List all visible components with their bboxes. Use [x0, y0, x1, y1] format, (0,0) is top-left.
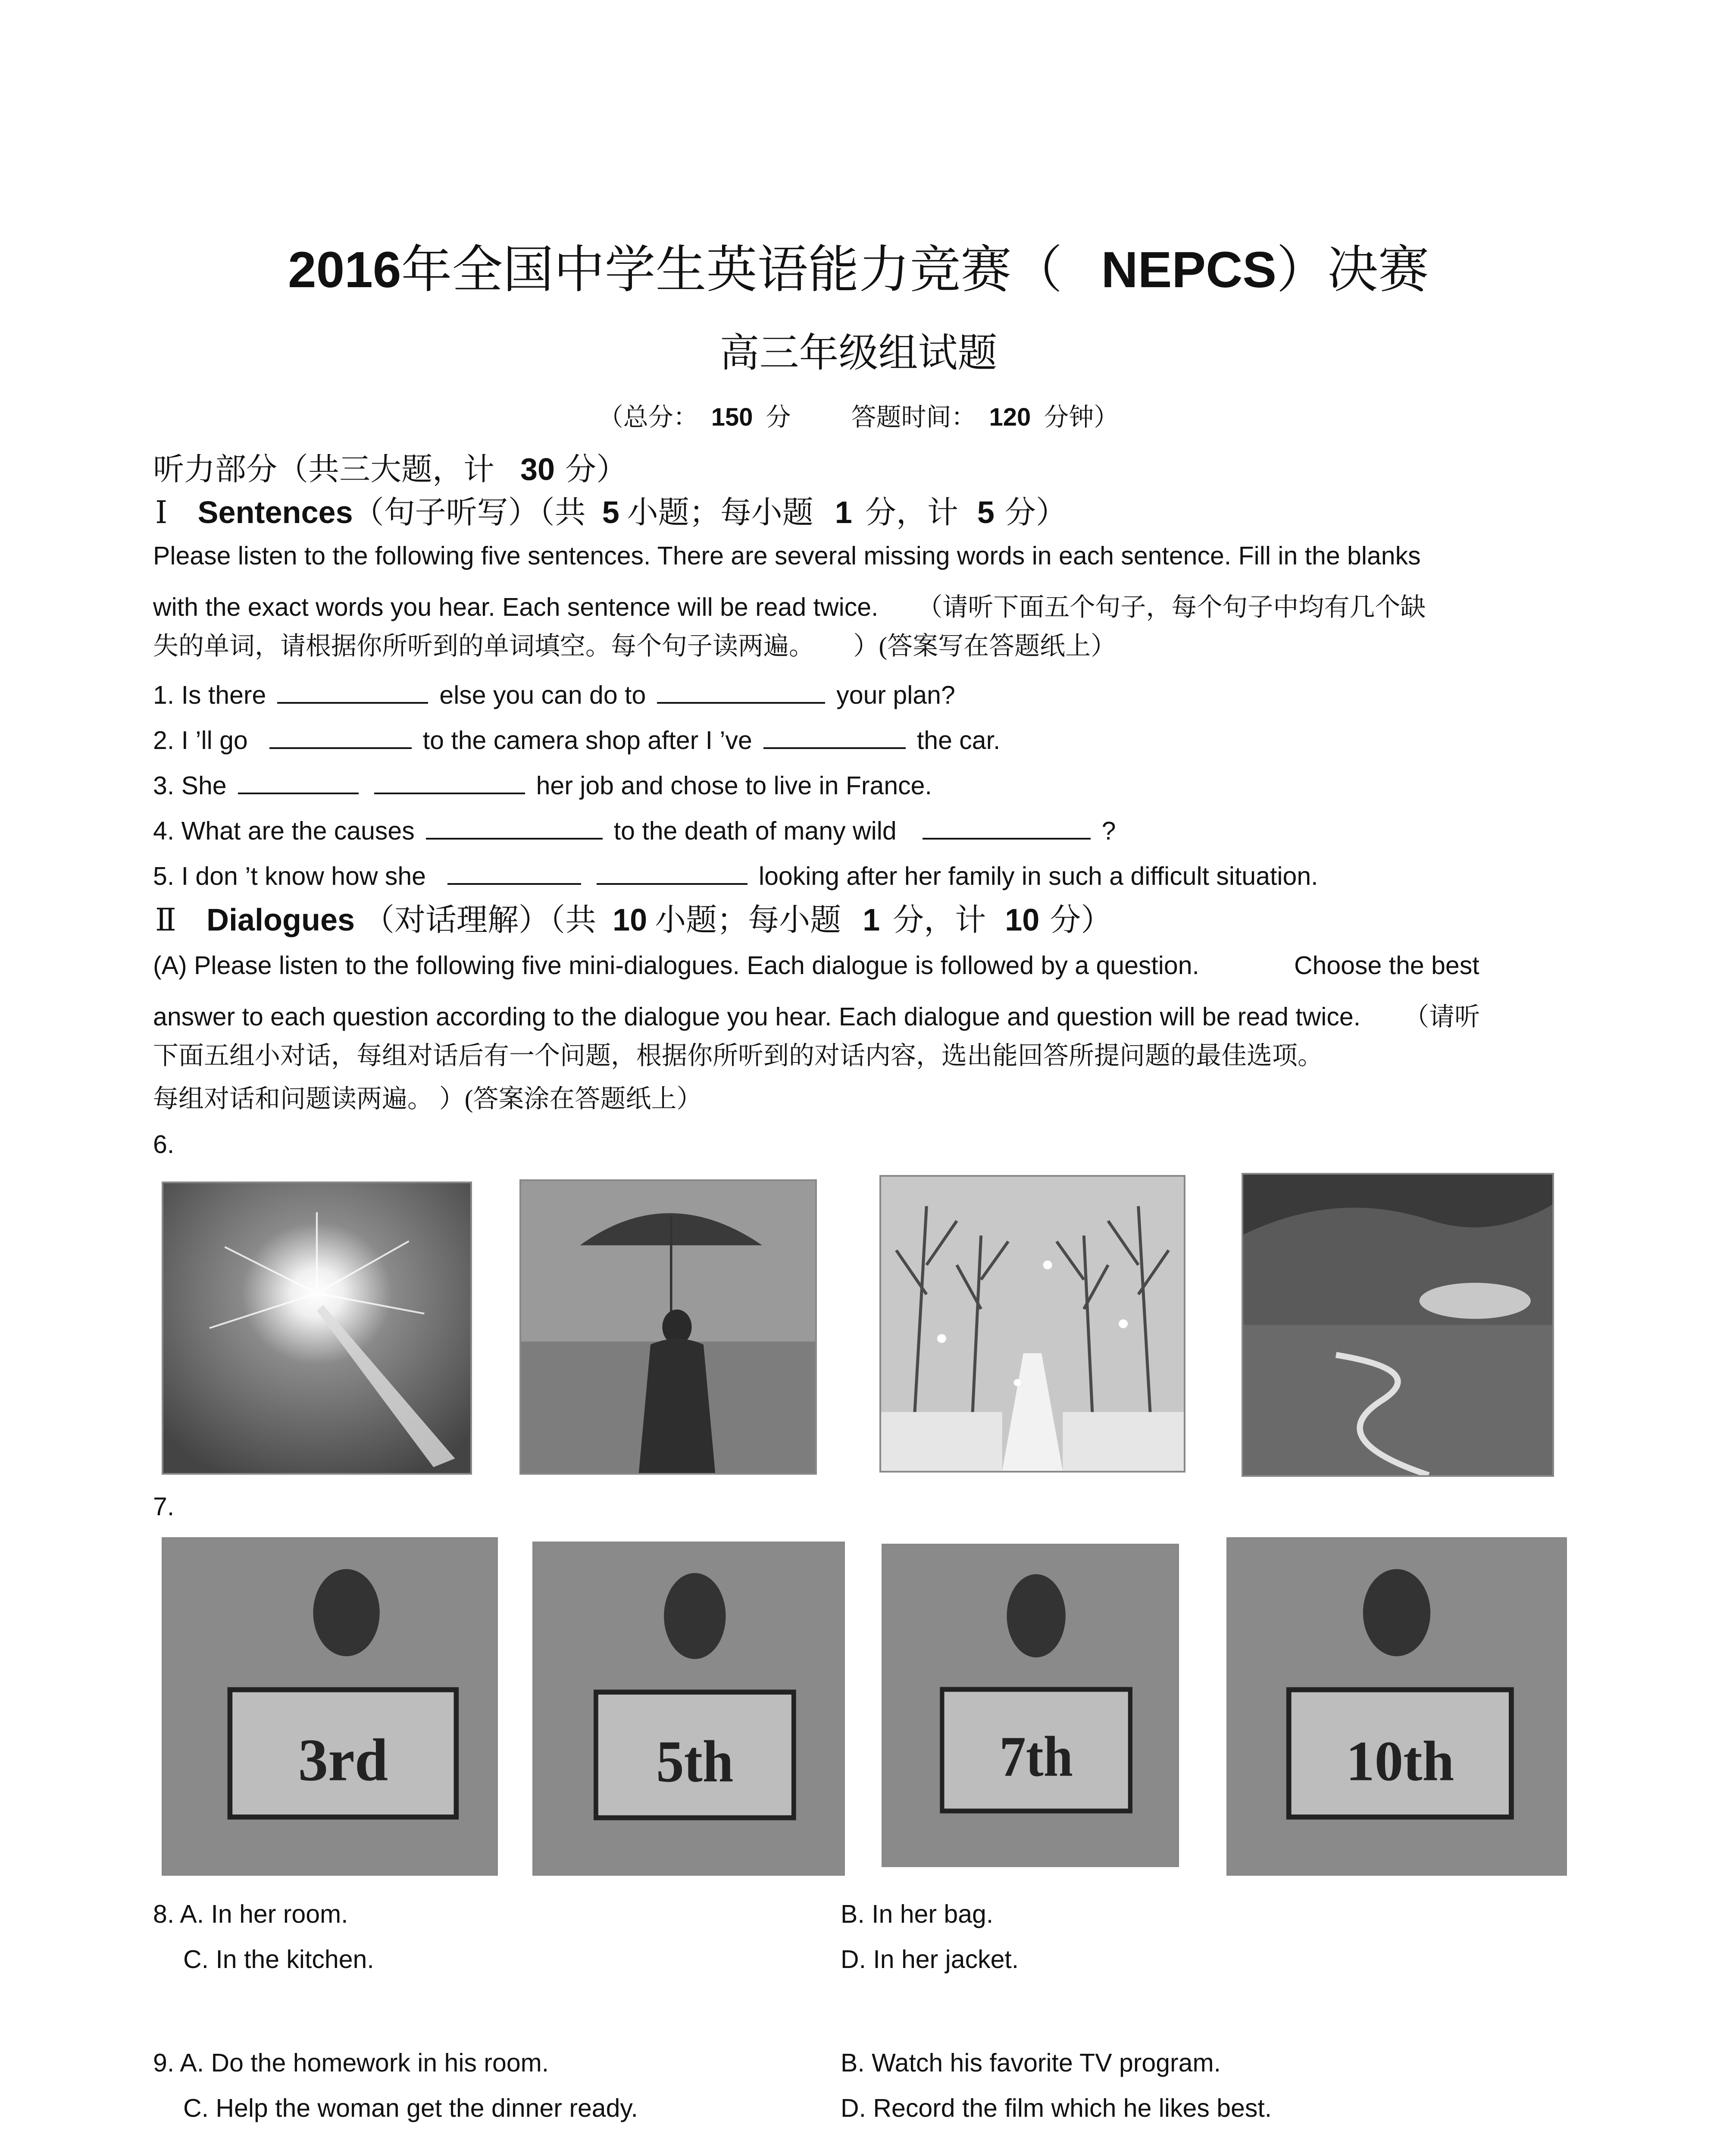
section-1-instructions-line2: with the exact words you hear. Each sentence will be read twice. （请听下面五个句子，每个句子中均有几个缺 [153, 593, 1426, 621]
page-subtitle: 高三年级组试题 [719, 331, 998, 375]
blank[interactable] [923, 813, 1091, 840]
section-1-heading: Ⅰ Sentences（句子听写）（共 5 小题；每小题 1 分，计 5 分） [155, 495, 1067, 530]
q6-option-sunny-image[interactable] [162, 1181, 472, 1475]
q7-option-5th-image[interactable] [532, 1542, 845, 1876]
q7-sign-label: 10th [1346, 1729, 1454, 1793]
section-2-instructions-line2: answer to each question according to the dialogue you hear. Each dialogue and question will be read twice. （请听 [153, 1003, 1480, 1031]
blank[interactable] [763, 722, 906, 749]
sentence-2: 2. I ’ll go to the camera shop after I ’ve the car. [153, 722, 1000, 755]
blank[interactable] [269, 722, 412, 749]
listening-heading: 听力部分（共三大题，计 30 分） [153, 452, 628, 487]
blank[interactable] [657, 677, 825, 704]
section-2-instructions-line3: 下面五组小对话，每组对话后有一个问题，根据你所听到的对话内容，选出能回答所提问题的最佳选项。 [153, 1041, 1323, 1070]
sentence-5: 5. I don ’t know how she looking after her family in such a difficult situation. [153, 858, 1318, 891]
exam-meta: （总分： 150 分 答题时间： 120 分钟） [598, 403, 1119, 431]
section-2-instructions-line4: 每组对话和问题读两遍。 ）(答案涂在答题纸上） [153, 1084, 702, 1113]
sentence-1: 1. Is there else you can do to your plan? [153, 677, 955, 710]
section-1-instructions-line1: Please listen to the following five sentences. There are several missing words in each sentence. Fill in the blanks [153, 542, 1421, 570]
blank[interactable] [447, 858, 581, 885]
q6-option-rainy-image[interactable] [519, 1179, 817, 1475]
blank[interactable] [238, 768, 359, 794]
section-2-heading: Ⅱ Dialogues （对话理解）（共 10 小题；每小题 1 分，计 10 分） [155, 903, 1112, 937]
q7-sign-label: 5th [656, 1728, 734, 1795]
q9-option-d[interactable]: D. Record the film which he likes best. [841, 2094, 1272, 2122]
q9-option-c[interactable]: C. Help the woman get the dinner ready. [183, 2094, 638, 2122]
question-6-label: 6. [153, 1130, 175, 1159]
blank[interactable] [277, 677, 428, 704]
q6-option-cloudy-image[interactable] [1242, 1173, 1554, 1477]
page-title: 2016年全国中学生英语能力竞赛（ NEPCS）决赛 [288, 241, 1429, 298]
q7-sign-label: 7th [999, 1724, 1073, 1789]
q8-option-c[interactable]: C. In the kitchen. [183, 1945, 374, 1974]
q6-option-snowy-image[interactable] [879, 1175, 1185, 1473]
q9-option-b[interactable]: B. Watch his favorite TV program. [841, 2049, 1221, 2077]
q7-option-3rd-image[interactable] [162, 1537, 498, 1876]
section-2-instructions-line1: (A) Please listen to the following five mini-dialogues. Each dialogue is followed by a question. Choose the best [153, 951, 1479, 980]
q8-option-b[interactable]: B. In her bag. [841, 1900, 994, 1928]
q7-option-10th-image[interactable] [1226, 1537, 1567, 1876]
q9-option-a[interactable]: 9. A. Do the homework in his room. [153, 2049, 549, 2077]
q8-option-a[interactable]: 8. A. In her room. [153, 1900, 348, 1928]
section-1-instructions-line3: 失的单词，请根据你所听到的单词填空。每个句子读两遍。 ）(答案写在答题纸上） [153, 632, 1117, 660]
q7-sign-label: 3rd [298, 1727, 388, 1794]
sentence-3: 3. She her job and chose to live in France. [153, 768, 932, 800]
blank[interactable] [374, 768, 525, 794]
q7-option-7th-image[interactable] [882, 1544, 1179, 1867]
blank[interactable] [426, 813, 603, 840]
question-7-label: 7. [153, 1492, 175, 1521]
sentence-4: 4. What are the causes to the death of many wild ? [153, 813, 1116, 846]
q8-option-d[interactable]: D. In her jacket. [841, 1945, 1019, 1974]
blank[interactable] [597, 858, 747, 885]
